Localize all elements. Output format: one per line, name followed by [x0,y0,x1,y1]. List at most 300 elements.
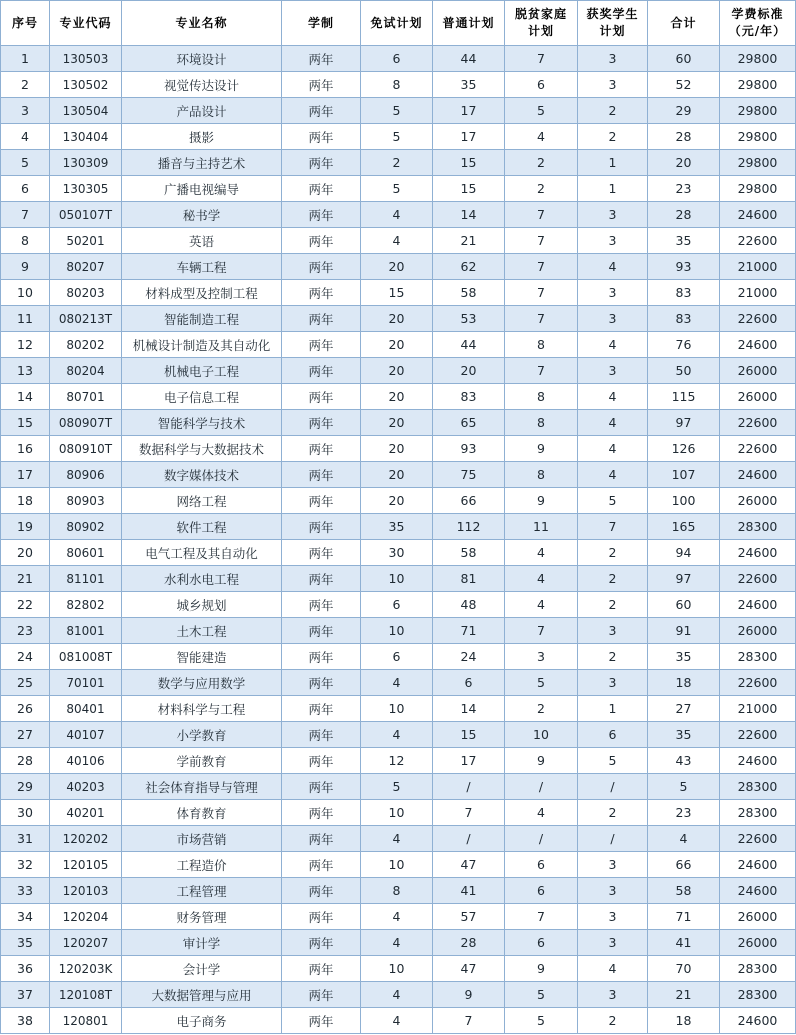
cell-award-plan: 4 [578,462,648,488]
cell-index: 19 [1,514,50,540]
cell-major-code: 80701 [50,384,122,410]
cell-duration: 两年 [282,358,361,384]
cell-poverty-plan: 8 [505,410,578,436]
cell-index: 7 [1,202,50,228]
table-row [1,410,796,436]
cell-major-name: 学前教育 [122,748,282,774]
table-row [1,540,796,566]
cell-tuition: 29800 [720,150,796,176]
cell-duration: 两年 [282,904,361,930]
cell-duration: 两年 [282,306,361,332]
cell-exempt-plan: 10 [361,696,433,722]
header-poverty-plan: 脱贫家庭 计划 [505,1,578,46]
table-row [1,644,796,670]
cell-major-code: 82802 [50,592,122,618]
cell-tuition: 29800 [720,46,796,72]
cell-total: 83 [648,306,720,332]
cell-exempt-plan: 4 [361,982,433,1008]
table-row [1,852,796,878]
table-row [1,592,796,618]
cell-major-code: 40201 [50,800,122,826]
cell-regular-plan: 24 [433,644,505,670]
cell-duration: 两年 [282,280,361,306]
cell-exempt-plan: 5 [361,98,433,124]
table-row [1,722,796,748]
cell-index: 37 [1,982,50,1008]
cell-poverty-plan: 5 [505,1008,578,1034]
cell-total: 18 [648,670,720,696]
cell-regular-plan: 7 [433,800,505,826]
cell-award-plan: 4 [578,436,648,462]
cell-award-plan: 4 [578,410,648,436]
cell-index: 28 [1,748,50,774]
cell-major-name: 水利水电工程 [122,566,282,592]
cell-regular-plan: 57 [433,904,505,930]
cell-major-code: 81001 [50,618,122,644]
cell-total: 97 [648,410,720,436]
cell-tuition: 29800 [720,176,796,202]
cell-exempt-plan: 20 [361,332,433,358]
cell-major-name: 体育教育 [122,800,282,826]
cell-poverty-plan: 5 [505,670,578,696]
cell-exempt-plan: 4 [361,904,433,930]
table-row [1,306,796,332]
cell-exempt-plan: 4 [361,670,433,696]
cell-tuition: 24600 [720,878,796,904]
cell-award-plan: 2 [578,98,648,124]
cell-regular-plan: 6 [433,670,505,696]
cell-tuition: 22600 [720,670,796,696]
cell-exempt-plan: 4 [361,722,433,748]
cell-award-plan: 4 [578,384,648,410]
cell-total: 70 [648,956,720,982]
table-row [1,696,796,722]
cell-index: 10 [1,280,50,306]
cell-major-name: 数字媒体技术 [122,462,282,488]
cell-major-code: 120207 [50,930,122,956]
cell-total: 93 [648,254,720,280]
cell-duration: 两年 [282,670,361,696]
cell-regular-plan: 41 [433,878,505,904]
cell-index: 15 [1,410,50,436]
cell-major-name: 机械设计制造及其自动化 [122,332,282,358]
cell-tuition: 28300 [720,982,796,1008]
cell-major-name: 会计学 [122,956,282,982]
cell-exempt-plan: 20 [361,462,433,488]
cell-major-name: 大数据管理与应用 [122,982,282,1008]
cell-total: 27 [648,696,720,722]
cell-major-code: 130502 [50,72,122,98]
cell-index: 29 [1,774,50,800]
cell-tuition: 28300 [720,800,796,826]
cell-award-plan: 5 [578,748,648,774]
cell-award-plan: 2 [578,566,648,592]
cell-exempt-plan: 20 [361,358,433,384]
cell-index: 14 [1,384,50,410]
cell-tuition: 24600 [720,540,796,566]
cell-regular-plan: 15 [433,150,505,176]
table-row [1,774,796,800]
table-row [1,566,796,592]
header-regular-plan: 普通计划 [433,1,505,46]
header-award-plan: 获奖学生 计划 [578,1,648,46]
cell-total: 97 [648,566,720,592]
cell-poverty-plan: 5 [505,98,578,124]
cell-major-code: 80207 [50,254,122,280]
cell-award-plan: 1 [578,150,648,176]
cell-total: 35 [648,644,720,670]
cell-exempt-plan: 12 [361,748,433,774]
cell-duration: 两年 [282,150,361,176]
cell-major-code: 120203K [50,956,122,982]
cell-poverty-plan: 4 [505,124,578,150]
cell-index: 1 [1,46,50,72]
cell-total: 41 [648,930,720,956]
cell-poverty-plan: 11 [505,514,578,540]
cell-tuition: 28300 [720,956,796,982]
cell-duration: 两年 [282,696,361,722]
cell-exempt-plan: 10 [361,800,433,826]
table-row [1,800,796,826]
cell-major-name: 电子信息工程 [122,384,282,410]
cell-major-name: 视觉传达设计 [122,72,282,98]
table-row [1,904,796,930]
cell-major-code: 80203 [50,280,122,306]
cell-index: 34 [1,904,50,930]
cell-index: 13 [1,358,50,384]
cell-award-plan: 2 [578,124,648,150]
cell-major-code: 80401 [50,696,122,722]
cell-major-code: 120204 [50,904,122,930]
cell-regular-plan: 14 [433,202,505,228]
cell-duration: 两年 [282,722,361,748]
cell-regular-plan: 53 [433,306,505,332]
cell-index: 11 [1,306,50,332]
cell-total: 66 [648,852,720,878]
cell-total: 20 [648,150,720,176]
cell-duration: 两年 [282,878,361,904]
cell-index: 3 [1,98,50,124]
cell-poverty-plan: 7 [505,618,578,644]
cell-major-name: 智能建造 [122,644,282,670]
cell-total: 71 [648,904,720,930]
cell-tuition: 21000 [720,696,796,722]
cell-exempt-plan: 10 [361,566,433,592]
cell-tuition: 24600 [720,202,796,228]
table-row [1,982,796,1008]
cell-index: 8 [1,228,50,254]
cell-poverty-plan: 8 [505,384,578,410]
cell-total: 28 [648,202,720,228]
cell-regular-plan: 21 [433,228,505,254]
table-row [1,618,796,644]
cell-regular-plan: 9 [433,982,505,1008]
cell-major-code: 50201 [50,228,122,254]
table-row [1,332,796,358]
cell-award-plan: 1 [578,176,648,202]
header-exempt-plan: 免试计划 [361,1,433,46]
cell-regular-plan: 81 [433,566,505,592]
cell-regular-plan: 71 [433,618,505,644]
cell-poverty-plan: 2 [505,150,578,176]
cell-major-code: 120202 [50,826,122,852]
cell-index: 36 [1,956,50,982]
cell-poverty-plan: 4 [505,540,578,566]
cell-index: 23 [1,618,50,644]
cell-total: 107 [648,462,720,488]
cell-total: 165 [648,514,720,540]
table-row [1,488,796,514]
cell-exempt-plan: 2 [361,150,433,176]
cell-major-code: 80902 [50,514,122,540]
cell-major-name: 英语 [122,228,282,254]
cell-major-name: 数学与应用数学 [122,670,282,696]
cell-major-code: 40203 [50,774,122,800]
cell-tuition: 22600 [720,228,796,254]
cell-major-code: 120801 [50,1008,122,1034]
header-duration: 学制 [282,1,361,46]
cell-tuition: 24600 [720,332,796,358]
cell-poverty-plan: 6 [505,72,578,98]
cell-major-name: 工程管理 [122,878,282,904]
table-row [1,176,796,202]
cell-duration: 两年 [282,176,361,202]
cell-major-name: 广播电视编导 [122,176,282,202]
cell-exempt-plan: 4 [361,826,433,852]
cell-major-name: 产品设计 [122,98,282,124]
cell-award-plan: 2 [578,1008,648,1034]
cell-duration: 两年 [282,436,361,462]
cell-regular-plan: 17 [433,98,505,124]
cell-duration: 两年 [282,124,361,150]
cell-duration: 两年 [282,852,361,878]
cell-regular-plan: 28 [433,930,505,956]
cell-index: 27 [1,722,50,748]
cell-award-plan: 1 [578,696,648,722]
cell-duration: 两年 [282,72,361,98]
cell-major-name: 网络工程 [122,488,282,514]
cell-exempt-plan: 4 [361,202,433,228]
cell-award-plan: 3 [578,904,648,930]
cell-index: 24 [1,644,50,670]
cell-exempt-plan: 8 [361,72,433,98]
cell-major-name: 智能制造工程 [122,306,282,332]
table-row [1,72,796,98]
cell-tuition: 26000 [720,488,796,514]
cell-major-name: 播音与主持艺术 [122,150,282,176]
cell-award-plan: 6 [578,722,648,748]
table-row [1,748,796,774]
cell-award-plan: 7 [578,514,648,540]
cell-duration: 两年 [282,228,361,254]
cell-tuition: 22600 [720,566,796,592]
table-row [1,1008,796,1034]
header-major-code: 专业代码 [50,1,122,46]
cell-award-plan: 3 [578,670,648,696]
cell-regular-plan: 47 [433,852,505,878]
table-row [1,98,796,124]
table-row [1,436,796,462]
cell-regular-plan: 44 [433,46,505,72]
cell-tuition: 28300 [720,514,796,540]
cell-total: 94 [648,540,720,566]
cell-major-code: 120108T [50,982,122,1008]
cell-exempt-plan: 8 [361,878,433,904]
cell-poverty-plan: 9 [505,748,578,774]
cell-total: 18 [648,1008,720,1034]
cell-award-plan: 3 [578,358,648,384]
cell-duration: 两年 [282,202,361,228]
cell-poverty-plan: 4 [505,566,578,592]
table-row [1,124,796,150]
cell-major-code: 130309 [50,150,122,176]
cell-poverty-plan: 3 [505,644,578,670]
cell-poverty-plan: 4 [505,592,578,618]
cell-award-plan: 2 [578,540,648,566]
cell-index: 21 [1,566,50,592]
cell-major-code: 70101 [50,670,122,696]
cell-poverty-plan: 7 [505,280,578,306]
table-row [1,930,796,956]
cell-total: 60 [648,592,720,618]
cell-major-code: 40106 [50,748,122,774]
cell-major-code: 40107 [50,722,122,748]
cell-major-name: 智能科学与技术 [122,410,282,436]
cell-exempt-plan: 5 [361,124,433,150]
cell-exempt-plan: 6 [361,592,433,618]
cell-regular-plan: 65 [433,410,505,436]
cell-index: 25 [1,670,50,696]
cell-duration: 两年 [282,98,361,124]
cell-duration: 两年 [282,1008,361,1034]
cell-major-code: 080213T [50,306,122,332]
table-header-row [1,1,796,46]
cell-total: 4 [648,826,720,852]
cell-regular-plan: / [433,774,505,800]
cell-duration: 两年 [282,254,361,280]
cell-total: 28 [648,124,720,150]
cell-duration: 两年 [282,748,361,774]
cell-major-code: 80903 [50,488,122,514]
cell-major-name: 环境设计 [122,46,282,72]
cell-award-plan: 3 [578,982,648,1008]
cell-regular-plan: 58 [433,280,505,306]
cell-poverty-plan: 7 [505,904,578,930]
cell-index: 30 [1,800,50,826]
cell-major-name: 财务管理 [122,904,282,930]
cell-regular-plan: 35 [433,72,505,98]
cell-poverty-plan: / [505,826,578,852]
cell-index: 20 [1,540,50,566]
table-row [1,670,796,696]
cell-index: 12 [1,332,50,358]
cell-poverty-plan: 9 [505,956,578,982]
cell-poverty-plan: 6 [505,930,578,956]
cell-major-code: 120103 [50,878,122,904]
table-row [1,358,796,384]
cell-duration: 两年 [282,644,361,670]
cell-index: 5 [1,150,50,176]
cell-poverty-plan: / [505,774,578,800]
cell-major-name: 材料成型及控制工程 [122,280,282,306]
table-row [1,150,796,176]
cell-tuition: 26000 [720,384,796,410]
cell-award-plan: / [578,826,648,852]
cell-exempt-plan: 20 [361,306,433,332]
cell-regular-plan: 15 [433,176,505,202]
cell-total: 35 [648,722,720,748]
cell-poverty-plan: 9 [505,436,578,462]
cell-total: 91 [648,618,720,644]
cell-regular-plan: 93 [433,436,505,462]
cell-regular-plan: 15 [433,722,505,748]
cell-regular-plan: / [433,826,505,852]
cell-poverty-plan: 6 [505,852,578,878]
cell-award-plan: 3 [578,852,648,878]
cell-index: 38 [1,1008,50,1034]
cell-exempt-plan: 6 [361,46,433,72]
cell-total: 29 [648,98,720,124]
cell-award-plan: 4 [578,332,648,358]
cell-total: 126 [648,436,720,462]
table-row [1,956,796,982]
cell-major-name: 车辆工程 [122,254,282,280]
cell-poverty-plan: 7 [505,306,578,332]
cell-exempt-plan: 20 [361,384,433,410]
cell-tuition: 29800 [720,124,796,150]
cell-award-plan: 2 [578,800,648,826]
cell-duration: 两年 [282,826,361,852]
header-index: 序号 [1,1,50,46]
cell-major-name: 工程造价 [122,852,282,878]
cell-index: 16 [1,436,50,462]
cell-major-name: 市场营销 [122,826,282,852]
table-row [1,228,796,254]
table-row [1,280,796,306]
cell-exempt-plan: 10 [361,618,433,644]
table-row [1,46,796,72]
cell-tuition: 24600 [720,462,796,488]
cell-major-code: 130504 [50,98,122,124]
cell-exempt-plan: 20 [361,254,433,280]
cell-poverty-plan: 8 [505,462,578,488]
cell-major-code: 130404 [50,124,122,150]
cell-regular-plan: 66 [433,488,505,514]
cell-duration: 两年 [282,540,361,566]
table-row [1,878,796,904]
cell-major-name: 机械电子工程 [122,358,282,384]
cell-duration: 两年 [282,488,361,514]
cell-tuition: 22600 [720,306,796,332]
cell-award-plan: 5 [578,488,648,514]
cell-major-name: 审计学 [122,930,282,956]
cell-award-plan: / [578,774,648,800]
cell-duration: 两年 [282,514,361,540]
cell-index: 22 [1,592,50,618]
cell-major-code: 080907T [50,410,122,436]
cell-award-plan: 4 [578,956,648,982]
cell-major-name: 材料科学与工程 [122,696,282,722]
cell-major-code: 120105 [50,852,122,878]
cell-tuition: 21000 [720,254,796,280]
cell-index: 2 [1,72,50,98]
cell-poverty-plan: 4 [505,800,578,826]
cell-poverty-plan: 2 [505,696,578,722]
cell-exempt-plan: 20 [361,488,433,514]
cell-duration: 两年 [282,462,361,488]
cell-tuition: 21000 [720,280,796,306]
cell-tuition: 24600 [720,748,796,774]
